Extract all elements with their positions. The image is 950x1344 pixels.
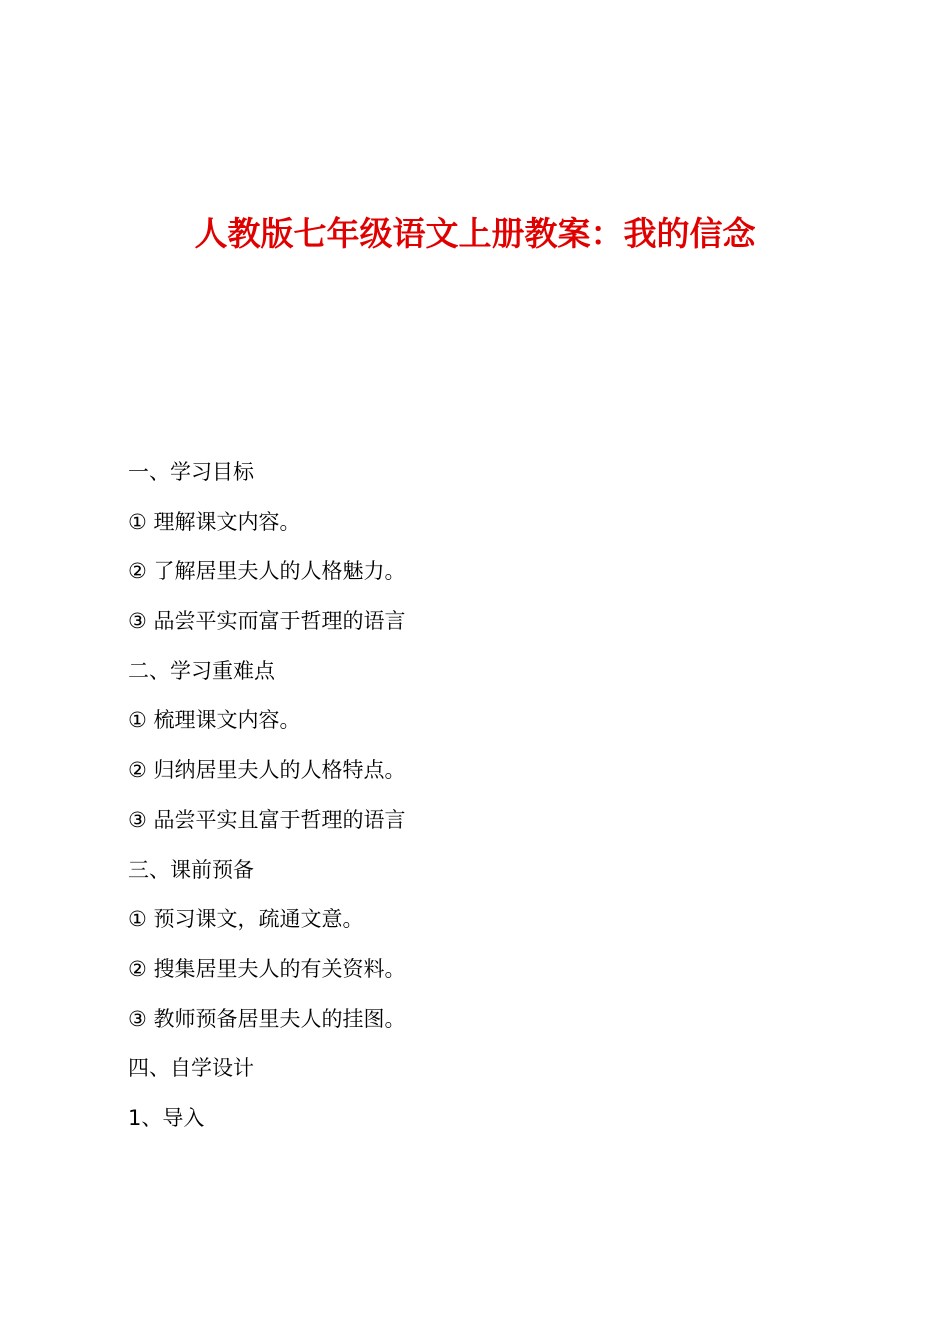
- objective-item: ① 理解课文内容。: [128, 509, 301, 534]
- preparation-item: ③ 教师预备居里夫人的挂图。: [128, 1006, 406, 1031]
- document-title: 人教版七年级语文上册教案：我的信念: [194, 214, 756, 253]
- section-heading-key-points: 二、学习重难点: [128, 658, 275, 683]
- key-point-item: ③ 品尝平实且富于哲理的语言: [128, 807, 406, 832]
- subsection-heading-intro: 1、导入: [128, 1105, 205, 1130]
- key-point-item: ② 归纳居里夫人的人格特点。: [128, 758, 406, 783]
- section-heading-preparation: 三、课前预备: [128, 857, 254, 882]
- preparation-item: ② 搜集居里夫人的有关资料。: [128, 956, 406, 981]
- document-body: [128, 448, 828, 1144]
- objective-item: ③ 品尝平实而富于哲理的语言: [128, 609, 406, 634]
- key-point-item: ① 梳理课文内容。: [128, 708, 301, 733]
- section-heading-objectives: 一、学习目标: [128, 460, 254, 484]
- preparation-item: ① 预习课文，疏通文意。: [128, 907, 364, 932]
- section-heading-self-study: 四、自学设计: [128, 1056, 254, 1081]
- objective-item: ② 了解居里夫人的人格魅力。: [128, 559, 406, 584]
